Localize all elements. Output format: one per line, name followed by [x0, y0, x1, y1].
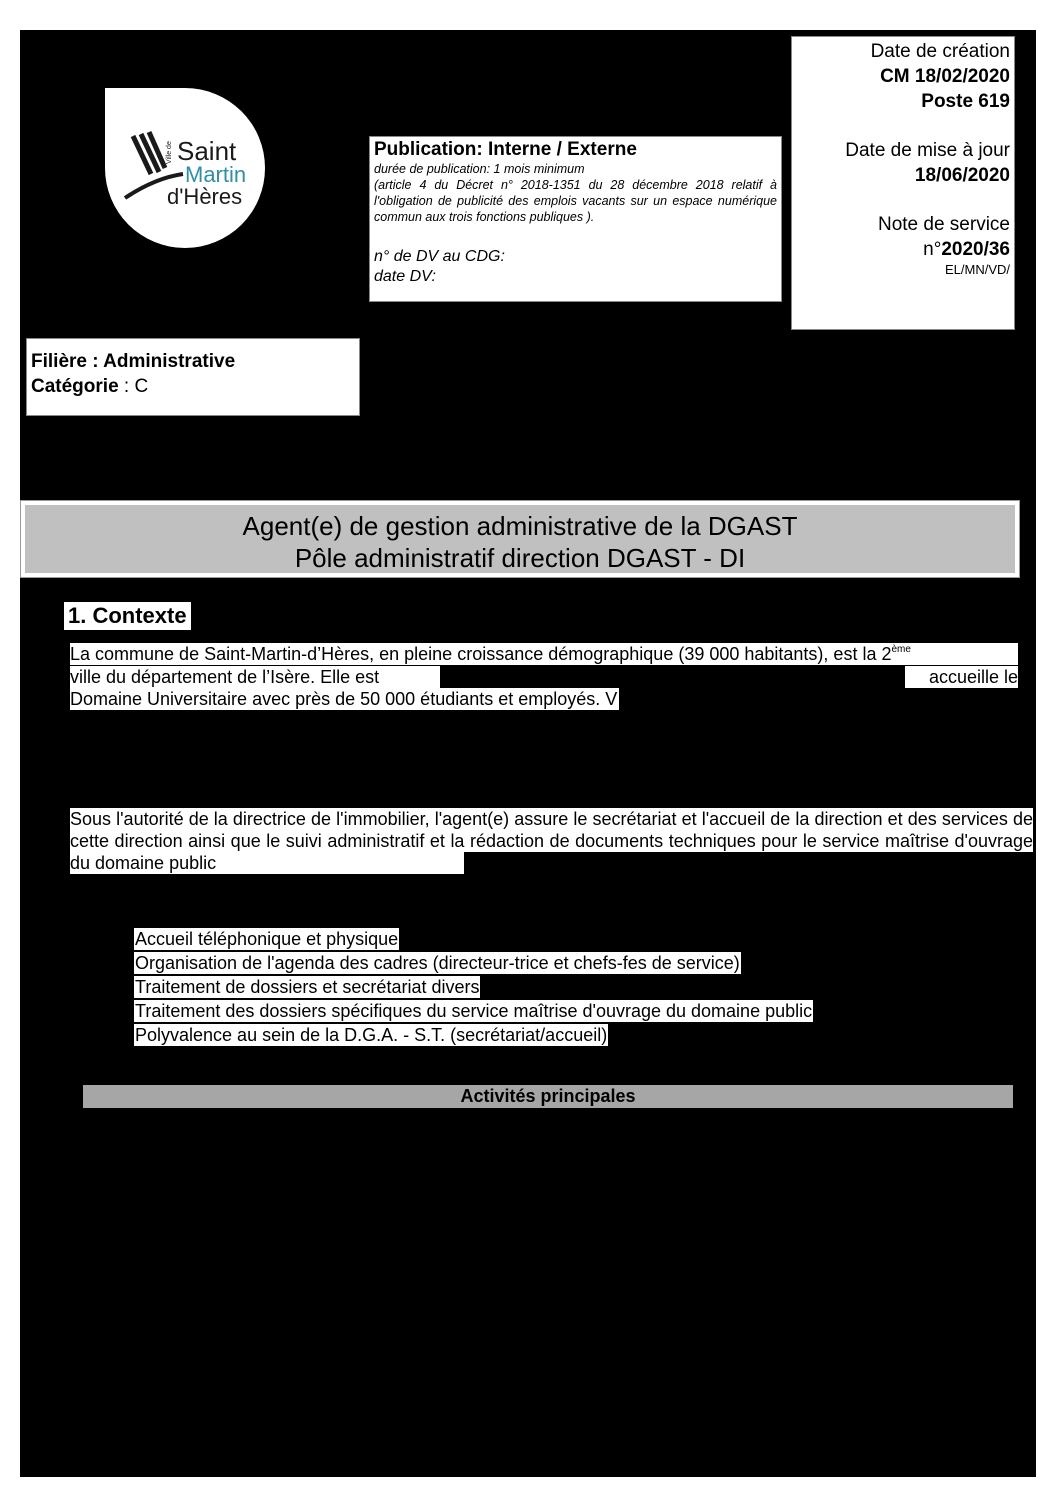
update-date: 18/06/2020	[914, 165, 1010, 186]
publication-box	[369, 136, 782, 302]
title-banner-inner	[25, 505, 1015, 573]
creation-label: Date de création	[870, 41, 1010, 62]
context-text-1: La commune de Saint-Martin-d’Hères, en pleine croissance démographique (39 000 habitants), est la 2	[70, 644, 892, 664]
mission-item: Polyvalence au sein de la D.G.A. - S.T. (secrétariat/accueil)	[135, 1025, 608, 1045]
mission-item: Traitement des dossiers spécifiques du service maîtrise d'ouvrage du domaine public	[135, 1001, 813, 1021]
activites-header: Activités principales	[83, 1085, 1013, 1108]
job-title: Agent(e) de gestion administrative de la DGAST	[242, 511, 798, 541]
categorie-line	[31, 374, 355, 399]
context-sup: ème	[891, 644, 911, 655]
note-prefix: n°	[923, 239, 942, 260]
mission-item: Accueil téléphonique et physique	[135, 929, 399, 949]
section-title-contexte: 1. Contexte	[64, 602, 191, 630]
logo-graphic-icon	[105, 88, 265, 248]
filiere-label: Filière : Administrative	[31, 351, 236, 372]
dates-box	[791, 36, 1015, 330]
logo-dheres: d'Hères	[167, 184, 243, 209]
context-line-2b: accueille le	[905, 666, 1018, 688]
context-line-1	[70, 643, 1018, 665]
note-number: 2020/36	[941, 239, 1010, 260]
context-paragraph-2-text: Sous l'autorité de la directrice de l'immobilier, l'agent(e) assure le secrétariat et l'accueil de la direction et des services de cette direction ainsi que le suivi administratif et la rédaction de documents techniques pour le service maîtrise d'ouvrage du domaine public	[70, 809, 1033, 873]
logo-martin: Martin	[185, 162, 247, 187]
redaction-block	[464, 852, 1034, 876]
update-label: Date de mise à jour	[845, 140, 1010, 161]
note-number-line	[796, 237, 1010, 262]
logo-saint: Saint	[177, 136, 237, 166]
job-subtitle: Pôle administratif direction DGAST - DI	[294, 543, 746, 573]
context-line-2a: ville du département de l’Isère. Elle est	[70, 666, 440, 688]
publication-legal: (article 4 du Décret n° 2018-1351 du 28 décembre 2018 relatif à l'obligation de publicité des emplois vacants sur un espace numérique commun aux trois fonctions publiques ).	[374, 178, 777, 224]
city-logo	[105, 88, 265, 248]
note-initials: EL/MN/VD/	[944, 262, 1010, 277]
dv-cdg: n° de DV au CDG:	[374, 248, 505, 265]
publication-title: Publication: Interne / Externe	[374, 139, 637, 160]
categorie-label: Catégorie	[31, 376, 119, 397]
note-label: Note de service	[877, 214, 1010, 235]
mission-item: Traitement de dossiers et secrétariat divers	[135, 977, 480, 997]
mission-item: Organisation de l'agenda des cadres (directeur-trice et chefs-fes de service)	[135, 953, 740, 973]
logo-ville-de: Ville de	[166, 141, 173, 164]
cm-date: CM 18/02/2020	[880, 66, 1010, 87]
filiere-box	[26, 338, 360, 416]
poste-number: Poste 619	[921, 91, 1010, 112]
context-line-3: Domaine Universitaire avec près de 50 000 étudiants et employés. V	[70, 689, 618, 709]
publication-duration: durée de publication: 1 mois minimum	[374, 162, 585, 176]
title-banner	[20, 500, 1020, 578]
categorie-value: : C	[118, 376, 149, 397]
date-dv: date DV:	[374, 268, 436, 285]
